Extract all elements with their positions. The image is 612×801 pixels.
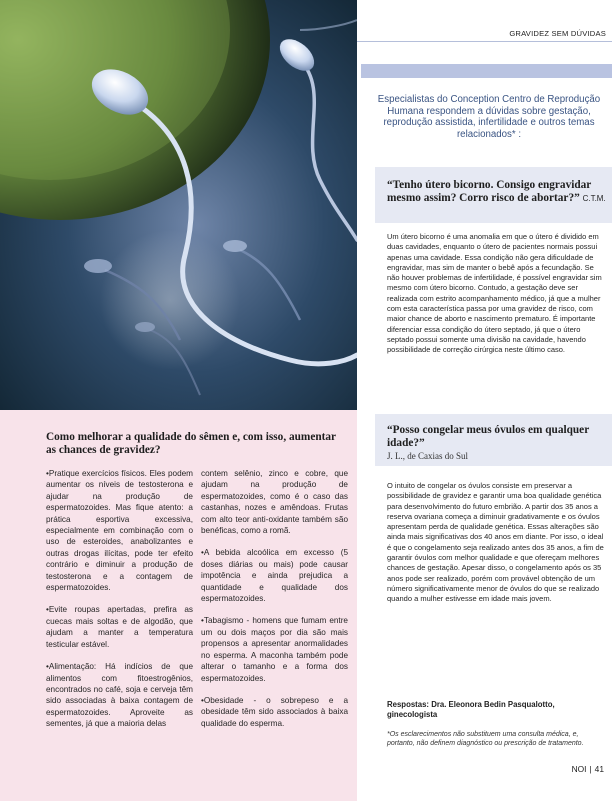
section-label: GRAVIDEZ SEM DÚVIDAS — [509, 29, 606, 38]
magazine-name: NOI — [571, 764, 587, 774]
sidebar-title: Como melhorar a qualidade do sêmen e, com isso, aumentar as chances de gravidez? — [46, 431, 336, 456]
sidebar-paragraph: •Obesidade - o sobrepeso e a obesidade têm sido associados à baixa qualidade do esperma. — [201, 695, 348, 728]
sidebar-paragraph: contem selênio, zinco e cobre, que ajudam na produção de espermatozoides, como é o caso das castanhas, nozes e amêndoas. Frutas com alto teor anti-oxidante também são benéficas, como a romã. — [201, 469, 348, 536]
sperm-cell-photo — [0, 0, 357, 410]
sidebar-paragraph: •A bebida alcoólica em excesso (5 doses diárias ou mais) pode causar impotência e ainda prejudica a quantidade e qualidade dos espermatozoides. — [201, 548, 348, 604]
disclaimer-footnote: *Os esclarecimentos não substituem uma consulta médica, e, portanto, não definem diagnóstico ou prescrição de tratamento. — [387, 731, 584, 748]
question-1-text: “Tenho útero bicorno. Consigo engravidar mesmo assim? Corro risco de abortar?” — [387, 179, 592, 204]
sidebar-paragraph: •Pratique exercícios físicos. Eles podem aumentar os níveis de testosterona e ajudar na produção de espermatozoides. Mas fique atento: a prática esportiva excessiva, especialmente em combinação com o uso de esteroides, anabolizantes e outras drogas ilícitas, pode ter efeito contrário e diminuir a produção de testosterona e a contagem de espermatozoides. — [46, 469, 193, 593]
page-number: 41 — [594, 764, 604, 774]
answer-1: Um útero bicorno é uma anomalia em que o útero é dividido em duas cavidades, enquanto o útero de pacientes normais possui apenas uma cavidade. Essa condição não gera dificuldade de engravidar, mas sim de manter o bebê após a fecundação. Se não houver problemas de infertilidade, é possível engravidar sim mesmo com útero bicorno. Contudo, a gestação deve ser realizada com estrito acompanhamento médico, já que a mulher com esta característica passa por uma gravidez de risco, com maior chance de aborto e nascimento prematuro. É importante diferenciar essa condição do útero septado, já que o útero septado possui somente uma divisão na cavidade, havendo possibilidade de correção cirúrgica neste último caso. — [387, 232, 602, 355]
question-1-title — [387, 179, 607, 205]
sidebar-column-2 — [201, 468, 348, 740]
page-folio: NOI | 41 — [571, 764, 604, 774]
sidebar-paragraph: •Alimentação: Há indícios de que alimentos com fitoestrogênios, encontrados no café, soja e cerveja têm sido associadas à baixa contagem de espermatozoides. Aproveite as sementes, já que a maioria delas — [46, 662, 193, 729]
sidebar-paragraph: •Evite roupas apertadas, prefira as cuecas mais soltas e de algodão, que ajudam a manter a temperatura testicular estável. — [46, 605, 193, 649]
answers-credit: Respostas: Dra. Eleonora Bedin Pasqualotto, ginecologista — [387, 700, 555, 720]
question-1-initials: C.T.M. — [582, 193, 606, 203]
answer-2: O intuito de congelar os óvulos consiste em preservar a possibilidade de gravidez e garantir uma boa qualidade genética para desenvolvimento do futuro embrião. A partir dos 35 anos a reserva ovariana começa a diminuir gradativamente e os óvulos apresentam perda de qualidade genética. Essas alterações são ainda mais significativas dos 40 anos em diante. Por isso, o ideal é que o congelamento seja realizado antes dos 35 anos, a fim de garantir óvulos com melhor qualidade e que ofereçam melhores chances de gestação. Apesar disso, o congelamento após os 35 anos pode ser realizado, porém com provável obtenção de um número significativamente menor de óvulos do que se realizado quando a mulher estivesse em idade mais jovem. — [387, 481, 604, 604]
sidebar-paragraph: •Tabagismo - homens que fumam entre um ou dois maços por dia são mais propensos a apresentar anormalidades no esperma. A maconha também pode alterar o tamanho e a forma dos espermatozoides. — [201, 616, 348, 683]
question-2-author: J. L., de Caxias do Sul — [387, 451, 468, 461]
question-2-title: “Posso congelar meus óvulos em qualquer idade?” — [387, 424, 589, 449]
intro-text: Especialistas do Conception Centro de Reprodução Humana respondem a dúvidas sobre gestação, reprodução assistida, infertilidade e outros temas relacionados* : — [377, 94, 601, 141]
sperm-illustration — [0, 0, 357, 410]
decorative-band — [361, 64, 612, 78]
sidebar-column-1 — [46, 468, 193, 741]
